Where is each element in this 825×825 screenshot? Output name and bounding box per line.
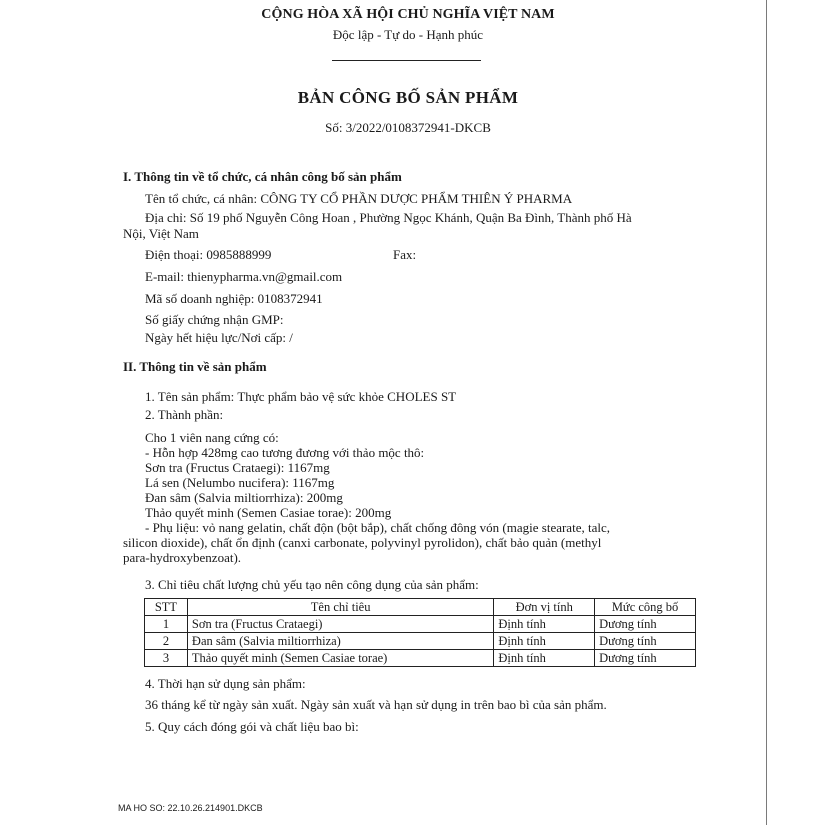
address-line-2: Nội, Việt Nam <box>123 226 199 241</box>
header-criterion: Tên chỉ tiêu <box>187 599 493 616</box>
excipients-line-2: silicon dioxide), chất ổn định (canxi carbonate, polyvinyl pyrolidon), chất bảo quản (methyl <box>123 535 602 550</box>
email: E-mail: thienypharma.vn@gmail.com <box>145 269 343 284</box>
excipients-line-1: - Phụ liệu: vỏ nang gelatin, chất độn (bột bắp), chất chống đông vón (magie stearate, talc, <box>145 520 610 535</box>
gmp-certificate: Số giấy chứng nhận GMP: <box>145 312 284 327</box>
cell-unit: Định tính <box>494 616 595 633</box>
cell-level: Dương tính <box>595 633 696 650</box>
composition-line: Cho 1 viên nang cứng có: <box>145 430 279 445</box>
country-header: CỘNG HÒA XÃ HỘI CHỦ NGHĨA VIỆT NAM <box>261 7 555 22</box>
composition-line: Thảo quyết minh (Semen Casiae torae): 200mg <box>145 505 392 520</box>
phone: Điện thoại: 0985888999 <box>145 247 272 262</box>
product-name: 1. Tên sản phẩm: Thực phẩm bảo vệ sức khỏe CHOLES ST <box>145 389 457 404</box>
validity: Ngày hết hiệu lực/Nơi cấp: / <box>145 330 293 345</box>
quality-criteria-table <box>144 598 696 667</box>
shelf-life-heading: 4. Thời hạn sử dụng sản phẩm: <box>145 676 306 691</box>
cell-unit: Định tính <box>494 650 595 667</box>
header-level: Mức công bố <box>595 599 696 616</box>
header-unit: Đơn vị tính <box>494 599 595 616</box>
dossier-code: MA HO SO: 22.10.26.214901.DKCB <box>118 803 263 813</box>
address-line-1: Địa chỉ: Số 19 phố Nguyễn Công Hoan , Phường Ngọc Khánh, Quận Ba Đình, Thành phố Hà <box>145 210 632 225</box>
composition-line: Sơn tra (Fructus Crataegi): 1167mg <box>145 460 330 475</box>
table-row <box>145 616 696 633</box>
table-row <box>145 633 696 650</box>
header-stt: STT <box>145 599 188 616</box>
header-divider <box>332 60 481 61</box>
table-row <box>145 650 696 667</box>
quality-criteria-heading: 3. Chỉ tiêu chất lượng chủ yếu tạo nên công dụng của sản phẩm: <box>145 577 479 592</box>
composition-line: - Hỗn hợp 428mg cao tương đương với thảo mộc thô: <box>145 445 425 460</box>
org-name: Tên tổ chức, cá nhân: CÔNG TY CỔ PHẦN DƯỢC PHẨM THIÊN Ý PHARMA <box>145 191 573 206</box>
fax: Fax: <box>393 247 417 262</box>
composition-line: Đan sâm (Salvia miltiorrhiza): 200mg <box>145 490 343 505</box>
composition-line: Lá sen (Nelumbo nucifera): 1167mg <box>145 475 335 490</box>
cell-criterion: Thảo quyết minh (Semen Casiae torae) <box>187 650 493 667</box>
packaging-heading: 5. Quy cách đóng gói và chất liệu bao bì: <box>145 719 359 734</box>
table-header-row <box>145 599 696 616</box>
cell-level: Dương tính <box>595 650 696 667</box>
cell-level: Dương tính <box>595 616 696 633</box>
motto: Độc lập - Tự do - Hạnh phúc <box>332 27 484 42</box>
business-code: Mã số doanh nghiệp: 0108372941 <box>145 291 323 306</box>
cell-criterion: Đan sâm (Salvia miltiorrhiza) <box>187 633 493 650</box>
cell-criterion: Sơn tra (Fructus Crataegi) <box>187 616 493 633</box>
shelf-life: 36 tháng kể từ ngày sản xuất. Ngày sản xuất và hạn sử dụng in trên bao bì của sản phẩm. <box>145 697 607 712</box>
section-2-heading: II. Thông tin về sản phẩm <box>123 359 267 374</box>
cell-stt: 3 <box>145 650 188 667</box>
document-title: BẢN CÔNG BỐ SẢN PHẨM <box>297 88 519 107</box>
cell-stt: 1 <box>145 616 188 633</box>
section-1-heading: I. Thông tin về tổ chức, cá nhân công bố sản phẩm <box>123 169 402 184</box>
cell-unit: Định tính <box>494 633 595 650</box>
excipients-line-3: para-hydroxybenzoat). <box>123 550 242 565</box>
composition-heading: 2. Thành phần: <box>145 407 224 422</box>
document-number: Số: 3/2022/0108372941-DKCB <box>325 120 491 135</box>
cell-stt: 2 <box>145 633 188 650</box>
